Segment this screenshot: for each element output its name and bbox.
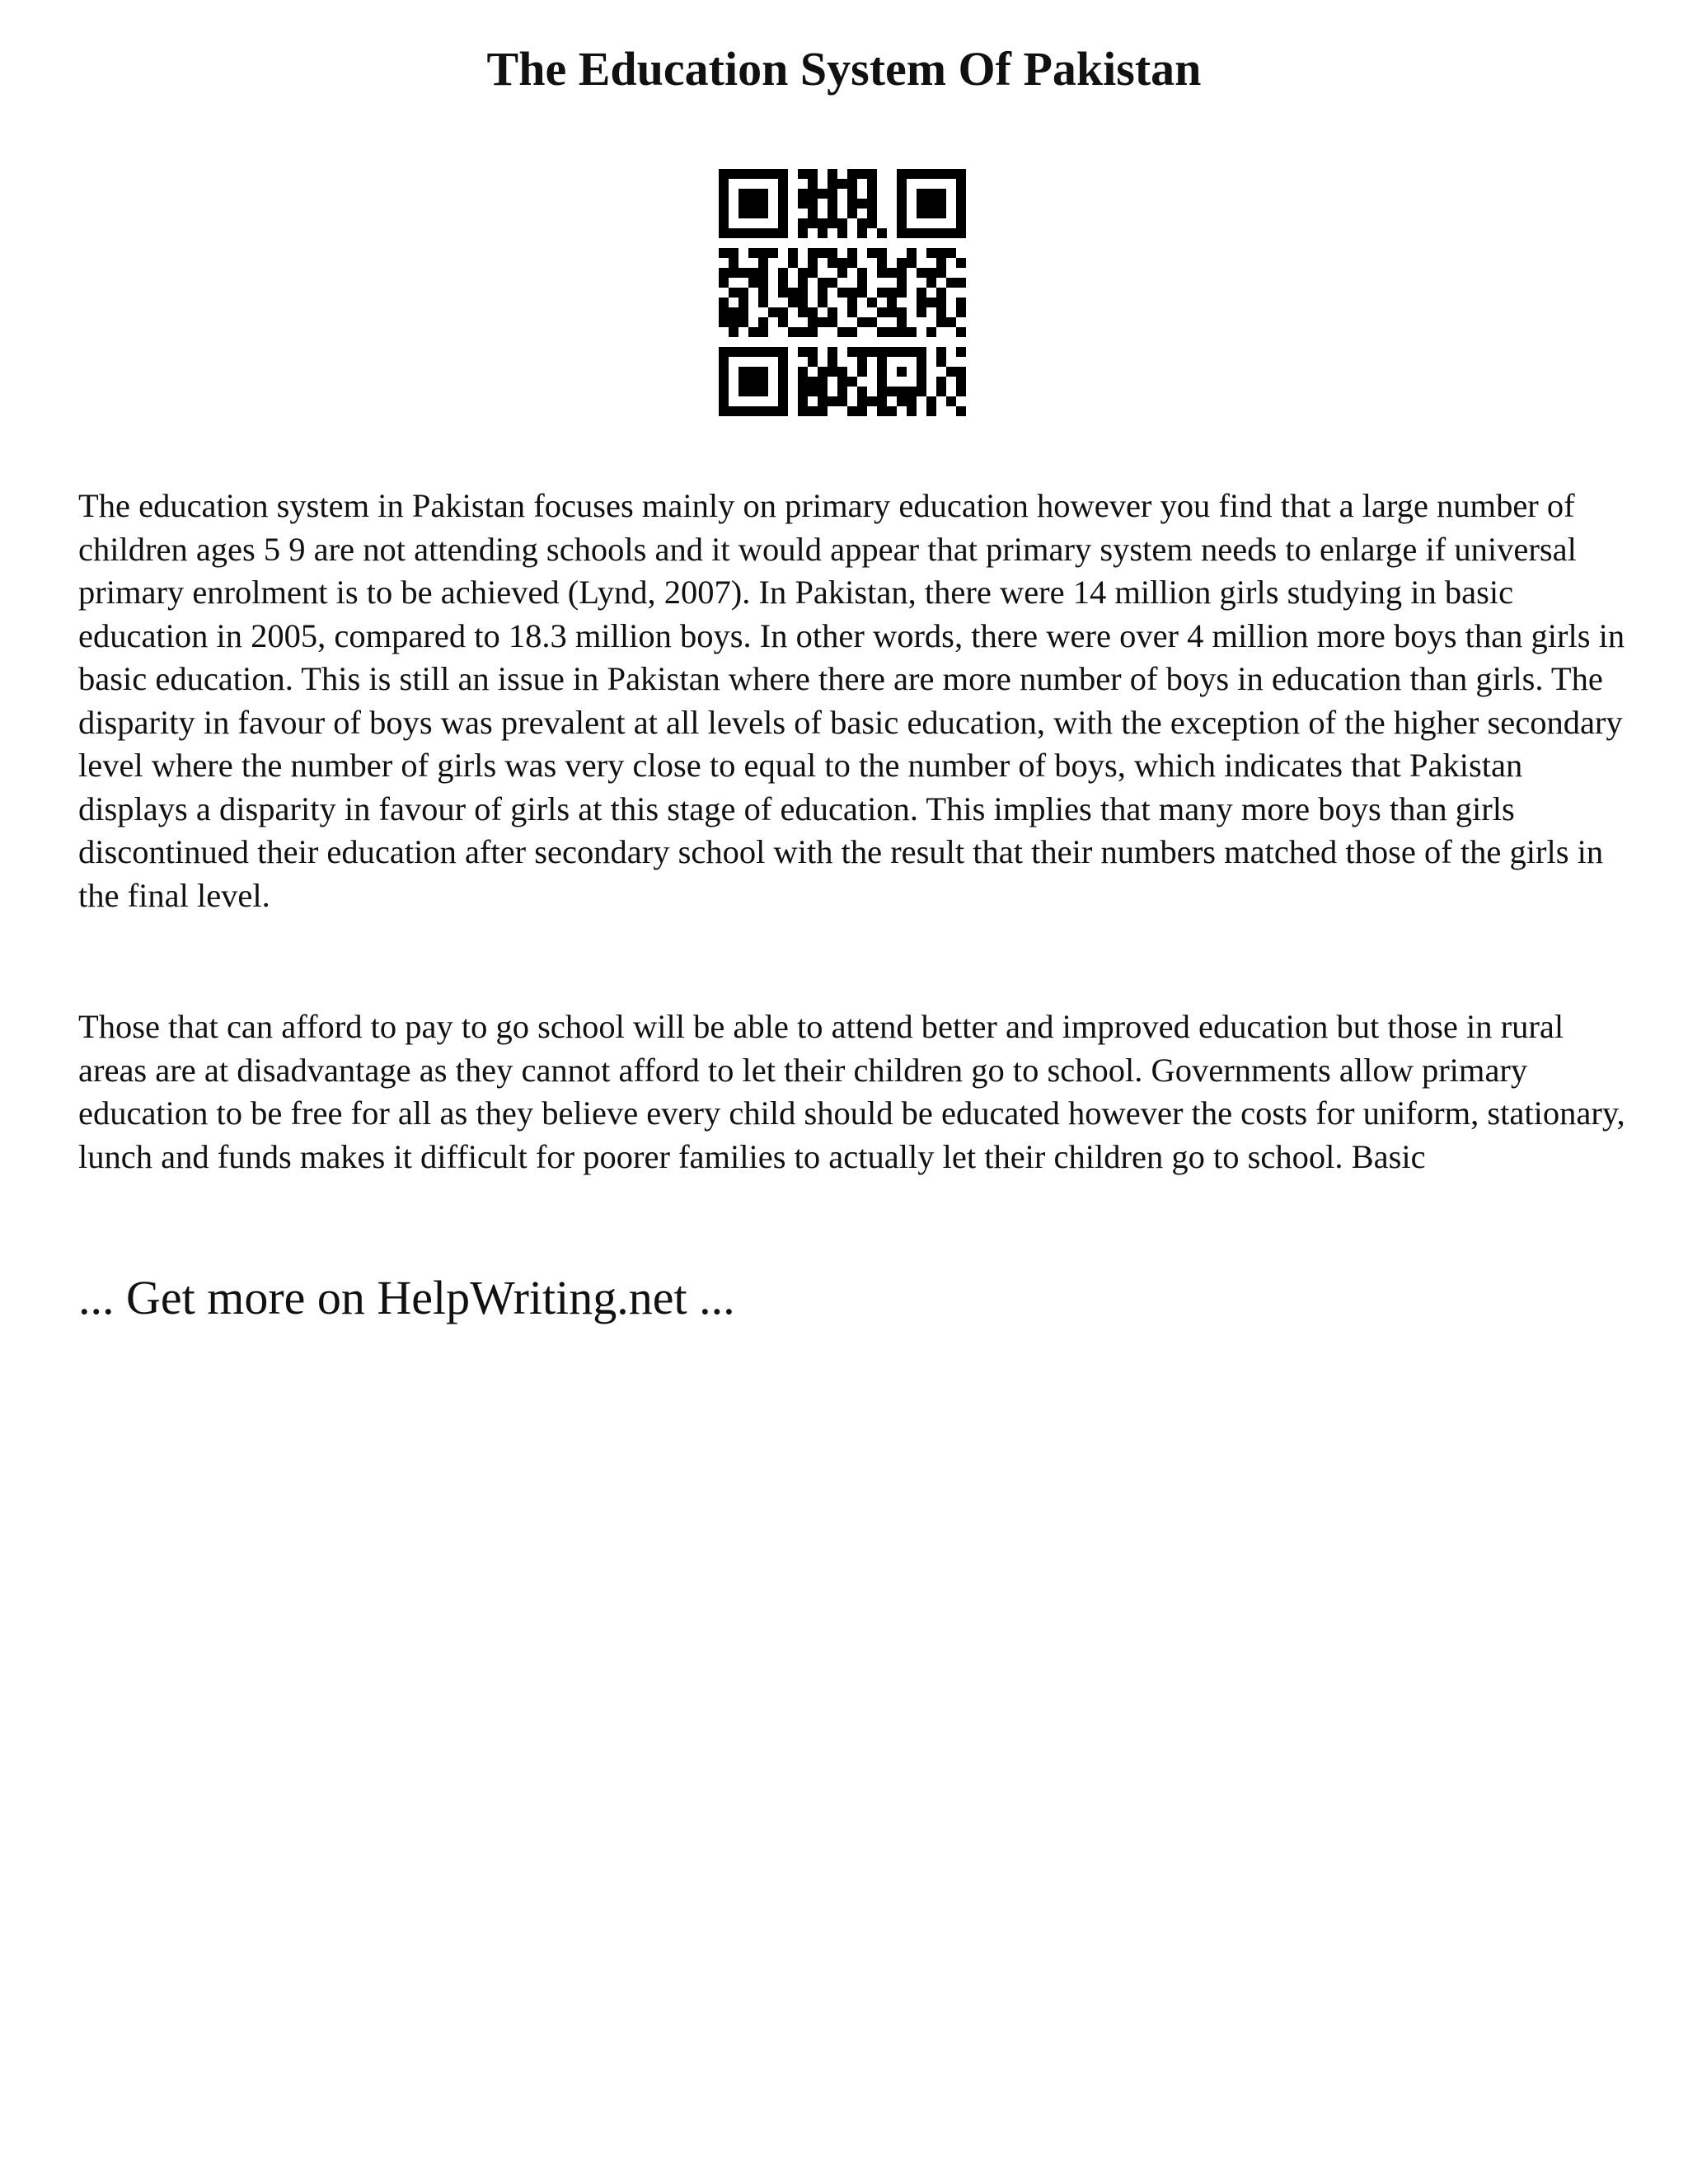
page-title: The Education System Of Pakistan: [486, 42, 1202, 96]
get-more-link[interactable]: ... Get more on HelpWriting.net ...: [78, 1271, 735, 1324]
paragraph-1: The education system in Pakistan focuses mainly on primary education however you find that a large number of children ages 5 9 are not attending schools and it would appear that primary system needs to enlarge if universal primary enrolment is to be achieved (Lynd, 2007). In Pakistan, there were 14 million girls studying in basic education in 2005, compared to 18.3 million boys. In other words, there were over 4 million more boys than girls in basic education. This is still an issue in Pakistan where there are more number of boys in education than girls. The disparity in favour of boys was prevalent at all levels of basic education, with the exception of the higher secondary level where the number of girls was very close to equal to the number of boys, which indicates that Pakistan displays a disparity in favour of girls at this stage of education. This implies that many more boys than girls discontinued their education after secondary school with the result that their numbers matched those of the girls in the final level.: [78, 487, 1625, 914]
paragraph-2: Those that can afford to pay to go school will be able to attend better and improved education but those in rural areas are at disadvantage as they cannot afford to let their children go to school. Governments allow primary education to be free for all as they believe every child should be educated however the costs for uniform, stationary, lunch and funds makes it difficult for poorer families to actually let their children go to school. Basic: [78, 1008, 1625, 1175]
qr-code-icon: [719, 169, 966, 416]
